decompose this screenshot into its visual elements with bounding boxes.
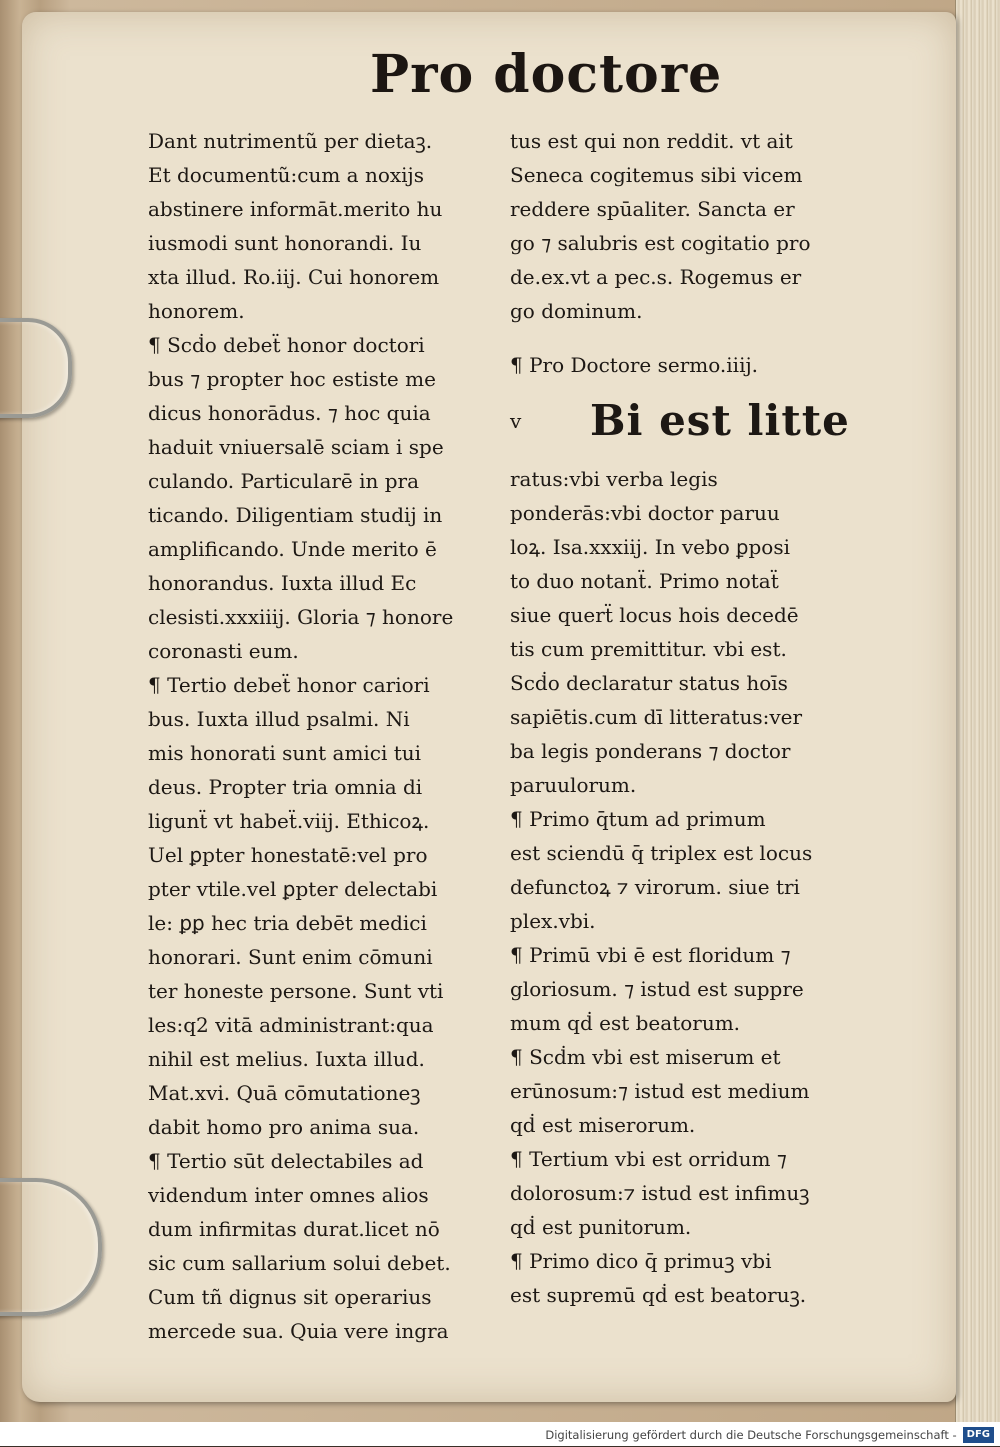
text-line: culando. Particularē in pra [148, 469, 420, 493]
text-line: iusmodi sunt honorandi. Iu [148, 231, 422, 255]
text-line: go ⁊ salubris est cogitatio pro [510, 231, 811, 255]
initial-line [510, 395, 850, 462]
text-line: dicus honorādus. ⁊ hoc quia [148, 401, 431, 425]
text-line: paruulorum. [510, 773, 637, 797]
right-column-body-text [510, 462, 850, 1312]
text-line: Et documentũ:cum a noxijs [148, 163, 425, 187]
text-line: Scḋo declaratur status hoīs [510, 671, 788, 695]
digitization-footer [0, 1422, 1000, 1446]
initial-guide-letter: v [510, 408, 522, 433]
initial-large-text: Bi est litte [590, 395, 850, 445]
text-line: mis honorati sunt amici tui [148, 741, 422, 765]
text-line: tus est qui non reddit. vt ait [510, 129, 793, 153]
text-line: dabit homo pro anima sua. [148, 1115, 420, 1139]
text-line: les:q2 vitā administrant:qua [148, 1013, 434, 1037]
text-line: ¶ Scḋm vbi est miserum et [510, 1045, 781, 1069]
text-line: to duo notanẗ. Primo notaẗ [510, 569, 779, 593]
text-line: ponderās:vbi doctor paruu [510, 501, 780, 525]
text-line: est supremū qḋ est beatoruꝫ. [510, 1283, 807, 1307]
text-line: ter honeste persone. Sunt vti [148, 979, 444, 1003]
text-line: nihil est melius. Iuxta illud. [148, 1047, 425, 1071]
text-line: mercede sua. Quia vere ingra [148, 1319, 449, 1343]
page-edges [955, 0, 1000, 1422]
text-line: xta illud. Ro.iij. Cui honorem [148, 265, 440, 289]
text-line: go dominum. [510, 299, 643, 323]
text-line: qḋ est miserorum. [510, 1113, 696, 1137]
text-line: clesisti.xxxiiij. Gloria ⁊ honore [148, 605, 454, 629]
text-line: pter vtile.vel ꝑpter delectabi [148, 877, 438, 901]
text-line: honorem. [148, 299, 245, 323]
text-line: tis cum premittitur. vbi est. [510, 637, 787, 661]
dfg-logo: DFG [963, 1427, 994, 1443]
text-line: honorari. Sunt enim cōmuni [148, 945, 433, 969]
text-line: ¶ Tertio debeẗ honor cariori [148, 673, 430, 697]
footer-credit-text: Digitalisierung gefördert durch die Deutsche Forschungsgemeinschaft - [545, 1427, 957, 1442]
text-line: le: ꝑꝑ hec tria debēt medici [148, 911, 427, 935]
text-line: loꝝ. Isa.xxxiij. In vebo ꝑposi [510, 535, 790, 559]
text-line: ¶ Primo dico q̄ primuꝫ vbi [510, 1249, 772, 1273]
text-line: bus ⁊ propter hoc estiste me [148, 367, 436, 391]
text-line: amplificando. Unde merito ē [148, 537, 437, 561]
text-line: Seneca cogitemus sibi vicem [510, 163, 803, 187]
text-line: ¶ Scḋo debeẗ honor doctori [148, 333, 425, 357]
text-line: est sciendū q̄ triplex est locus [510, 841, 813, 865]
text-line: Mat.xvi. Quā cōmutationeꝫ [148, 1081, 421, 1105]
text-line: Uel ꝑpter honestatē:vel pro [148, 843, 428, 867]
text-line: sapiētis.cum dī litteratus:ver [510, 705, 803, 729]
text-line: defunctoꝝ ⁊ virorum. siue tri [510, 875, 800, 899]
page-heading: Pro doctore [370, 44, 723, 105]
text-line: deus. Propter tria omnia di [148, 775, 423, 799]
text-line: Cum tñ dignus sit operarius [148, 1285, 432, 1309]
right-column-top-text [510, 124, 850, 328]
right-text-column [510, 124, 850, 1312]
sermon-heading: ¶ Pro Doctore sermo.iiij. [510, 353, 759, 377]
text-line: ratus:vbi verba legis [510, 467, 718, 491]
text-line: reddere spūaliter. Sancta er [510, 197, 795, 221]
text-line: ba legis ponderans ⁊ doctor [510, 739, 791, 763]
text-line: dolorosum:⁊ istud est infimuꝫ [510, 1181, 810, 1205]
text-line: ¶ Tertium vbi est orridum ⁊ [510, 1147, 787, 1171]
text-line: ligunẗ vt habeẗ.viij. Ethicoꝝ. [148, 809, 430, 833]
text-line: coronasti eum. [148, 639, 299, 663]
text-line: ¶ Primo q̄tum ad primum [510, 807, 766, 831]
text-line: siue querẗ locus hois decedē [510, 603, 799, 627]
left-text-column [148, 124, 493, 1348]
text-line: de.ex.vt a pec.s. Rogemus er [510, 265, 802, 289]
text-line: abstinere informāt.merito hu [148, 197, 443, 221]
text-line: Dant nutrimentũ per dietaꝫ. [148, 129, 433, 153]
text-line: sic cum sallarium solui debet. [148, 1251, 451, 1275]
text-line: mum qḋ est beatorum. [510, 1011, 741, 1035]
text-line: dum infirmitas durat.licet nō [148, 1217, 440, 1241]
text-line: plex.vbi. [510, 909, 596, 933]
text-line: videndum inter omnes alios [148, 1183, 429, 1207]
text-line: ticando. Diligentiam studij in [148, 503, 443, 527]
text-line: ¶ Primū vbi ē est floridum ⁊ [510, 943, 791, 967]
text-line: gloriosum. ⁊ istud est suppre [510, 977, 804, 1001]
text-line: ¶ Tertio sūt delectabiles ad [148, 1149, 424, 1173]
text-line: erūnosum:⁊ istud est medium [510, 1079, 810, 1103]
text-line: haduit vniuersalē sciam i spe [148, 435, 444, 459]
text-line: honorandus. Iuxta illud Ec [148, 571, 417, 595]
text-line: qḋ est punitorum. [510, 1215, 692, 1239]
text-line: bus. Iuxta illud psalmi. Ni [148, 707, 410, 731]
